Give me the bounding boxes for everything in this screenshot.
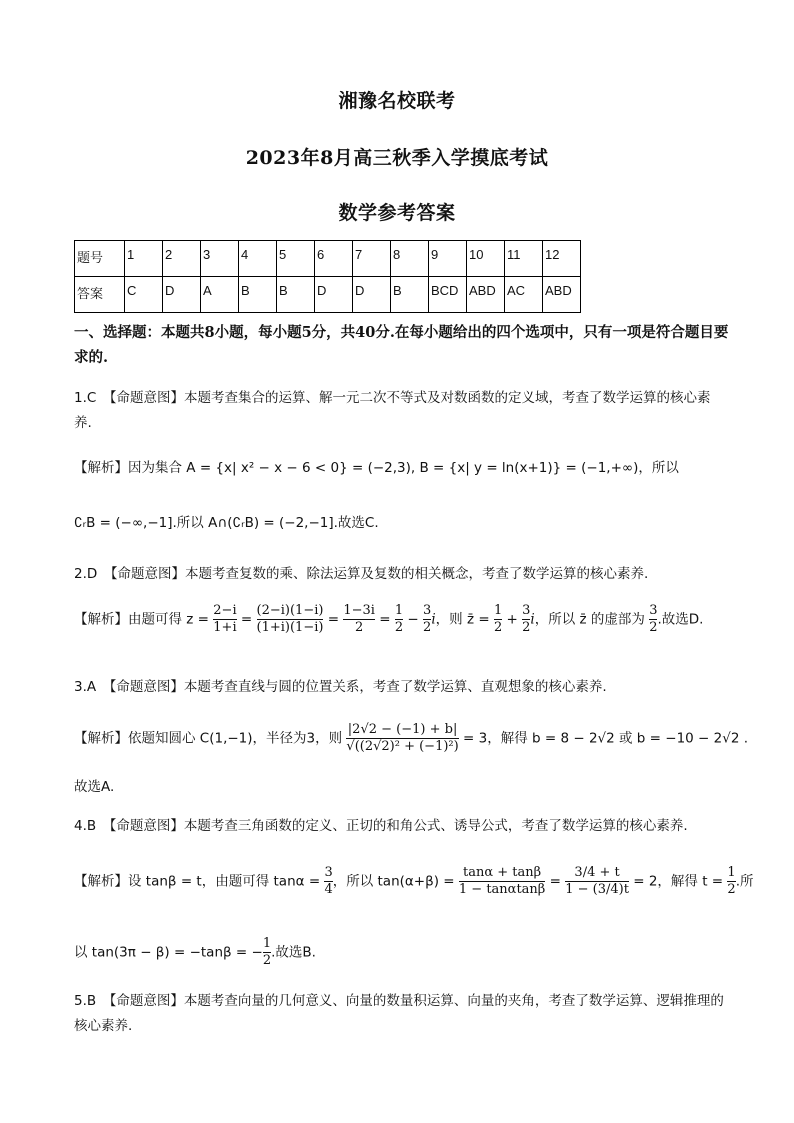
answer-table-answer-row — [75, 277, 581, 313]
fraction — [459, 865, 545, 898]
q3-intent: 3.A 【命题意图】本题考查直线与圆的位置关系，考查了数学运算、直观想象的核心素养. — [74, 679, 607, 695]
q2-intent: 2.D 【命题意图】本题考查复数的乘、除法运算及复数的相关概念，考查了数学运算的核心素养. — [74, 566, 649, 582]
q1-intent: 1.C 【命题意图】本题考查集合的运算、解一元二次不等式及对数函数的定义域，考查了数学运算的核心素 — [74, 390, 711, 406]
q4-analysis-cont — [74, 936, 316, 969]
denominator: 2 — [493, 620, 503, 635]
table-cell: 4 — [239, 241, 277, 277]
table-cell: 7 — [353, 241, 391, 277]
q2-analysis-mid: ，则 z̄ = — [435, 611, 494, 628]
q4-line2-prefix: 以 tan(3π − β) = −tanβ = − — [74, 944, 263, 961]
table-cell: B — [277, 277, 315, 313]
numerator: 3 — [649, 603, 658, 618]
fraction — [494, 603, 502, 636]
table-cell: C — [125, 277, 163, 313]
q5-intent: 5.B 【命题意图】本题考查向量的几何意义、向量的数量积运算、向量的夹角，考查了数学运算、逻辑推理的 — [74, 993, 724, 1009]
numerator: 1−3i — [343, 603, 375, 618]
q4-analysis-mid2: = 2，解得 t = — [633, 873, 728, 890]
numerator: (2−i)(1−i) — [256, 603, 324, 618]
q3-analysis-prefix: 【解析】依题知圆心 C(1,−1)，半径为3，则 — [74, 730, 343, 747]
q3-analysis-suffix: = 3，解得 b = 8 − 2√2 或 b = −10 − 2√2 . — [463, 730, 749, 747]
exam-organizer-title: 湘豫名校联考 — [338, 90, 456, 112]
table-cell: D — [315, 277, 353, 313]
denominator: √((2√2)² + (−1)²) — [346, 739, 459, 754]
denominator: 2 — [343, 619, 375, 636]
fraction — [343, 603, 375, 636]
fraction — [727, 865, 735, 898]
fraction — [213, 603, 236, 636]
numerator: 3 — [522, 603, 531, 618]
q4-analysis-prefix: 【解析】设 tanβ = t，由题可得 tanα = — [74, 873, 325, 890]
q4-intent: 4.B 【命题意图】本题考查三角函数的定义、正切的和角公式、诱导公式，考查了数学运算的核心素养. — [74, 818, 688, 834]
numerator: 3/4 + t — [574, 865, 620, 880]
numerator: 1 — [727, 865, 736, 880]
q2-analysis-end: .故选D. — [657, 611, 704, 628]
numerator: 1 — [262, 936, 272, 951]
table-cell: 3 — [201, 241, 239, 277]
section-heading: 一、选择题：本题共8小题，每小题5分，共40分.在每小题给出的四个选项中，只有一项是符合题目要求的. — [74, 324, 729, 366]
fraction — [324, 865, 332, 898]
q4-analysis: 【解析】设 tanβ = t，由题可得 tanα = $\frac{3}{4}$ ，所以 tan(α+β) = $\frac{\tan\alpha + \tan\beta}{1 - \tan\alpha\tan\beta}$ = $\frac{3/4 + t}{1 - (3/4)t}$ = 2，解得 t = $\frac{1}{2}$ .所 — [74, 865, 754, 897]
table-cell: 10 — [467, 241, 505, 277]
q2-analysis-tail: ，所以 z̄ 的虚部为 — [534, 611, 645, 628]
row-label-answer: 答案 — [75, 277, 125, 313]
q3-analysis — [74, 722, 748, 755]
numerator: 1 — [493, 603, 503, 618]
table-cell: 11 — [505, 241, 543, 277]
table-cell: D — [353, 277, 391, 313]
table-cell: 12 — [543, 241, 581, 277]
fraction — [263, 936, 271, 969]
q4-line2-end: .故选B. — [271, 944, 316, 961]
denominator: 2 — [727, 882, 736, 897]
table-cell: A — [201, 277, 239, 313]
denominator: 1 − tanαtanβ — [458, 882, 546, 897]
q5-intent-cont: 核心素养. — [74, 1018, 133, 1034]
table-cell: D — [163, 277, 201, 313]
q4-analysis-end: .所 — [735, 873, 754, 890]
q2-analysis: 【解析】由题可得 z = $\frac{2-i}{1+i}$ = $\frac{(2-i)(1-i)}{(1+i)(1-i)}$ = $\frac{1-3i}{2}$ = $\frac{1}{2}$ − $\frac{3}{2}$ i，则 z̄ = $\frac{1}{2}$ + $\frac{3}{2}$ i，所以 z̄ 的虚部为 $\frac{3}{2}$ .故选D. — [74, 603, 704, 635]
denominator: 2 — [262, 953, 272, 968]
numerator: tanα + tanβ — [463, 865, 542, 880]
q3-conclusion: 故选A. — [74, 779, 115, 795]
fraction — [395, 603, 403, 636]
table-cell: 5 — [277, 241, 315, 277]
table-cell: AC — [505, 277, 543, 313]
denominator: 2 — [522, 620, 531, 635]
denominator: 1 − (3/4)t — [565, 882, 629, 897]
table-cell: 6 — [315, 241, 353, 277]
denominator: 2 — [423, 620, 432, 635]
denominator: 2 — [394, 620, 404, 635]
exam-name-title: 2023年8月高三秋季入学摸底考试 — [245, 147, 549, 169]
table-cell: BCD — [429, 277, 467, 313]
table-cell: 8 — [391, 241, 429, 277]
q1-analysis: 【解析】因为集合 A = {x| x² − x − 6 < 0} = (−2,3), B = {x| y = ln(x+1)} = (−1,+∞)，所以 — [74, 460, 679, 476]
q1-analysis-cont: ∁ᵣB = (−∞,−1].所以 A∩(∁ᵣB) = (−2,−1].故选C. — [74, 515, 379, 531]
numerator: |2√2 − (−1) + b| — [347, 722, 458, 737]
table-cell: 9 — [429, 241, 467, 277]
answer-table — [74, 240, 581, 313]
q4-analysis-mid: ，所以 tan(α+β) = — [332, 873, 459, 890]
numerator: 2−i — [213, 603, 237, 618]
table-cell: B — [391, 277, 429, 313]
q2-analysis-prefix: 【解析】由题可得 z = — [74, 611, 214, 628]
fraction — [346, 722, 458, 755]
document-title: 数学参考答案 — [338, 202, 456, 224]
table-cell: 1 — [125, 241, 163, 277]
table-cell: ABD — [543, 277, 581, 313]
table-cell: ABD — [467, 277, 505, 313]
denominator: 2 — [649, 620, 658, 635]
fraction — [257, 603, 324, 636]
numerator: 3 — [423, 603, 432, 618]
table-cell: 2 — [163, 241, 201, 277]
fraction — [565, 865, 629, 898]
denominator: (1+i)(1−i) — [256, 620, 324, 635]
q1-intent-cont: 养. — [74, 415, 92, 431]
numerator: 1 — [394, 603, 404, 618]
denominator: 4 — [324, 882, 333, 897]
denominator: 1+i — [213, 620, 237, 635]
row-label-number: 题号 — [75, 241, 125, 277]
answer-table-number-row — [75, 241, 581, 277]
table-cell: B — [239, 277, 277, 313]
numerator: 3 — [324, 865, 333, 880]
